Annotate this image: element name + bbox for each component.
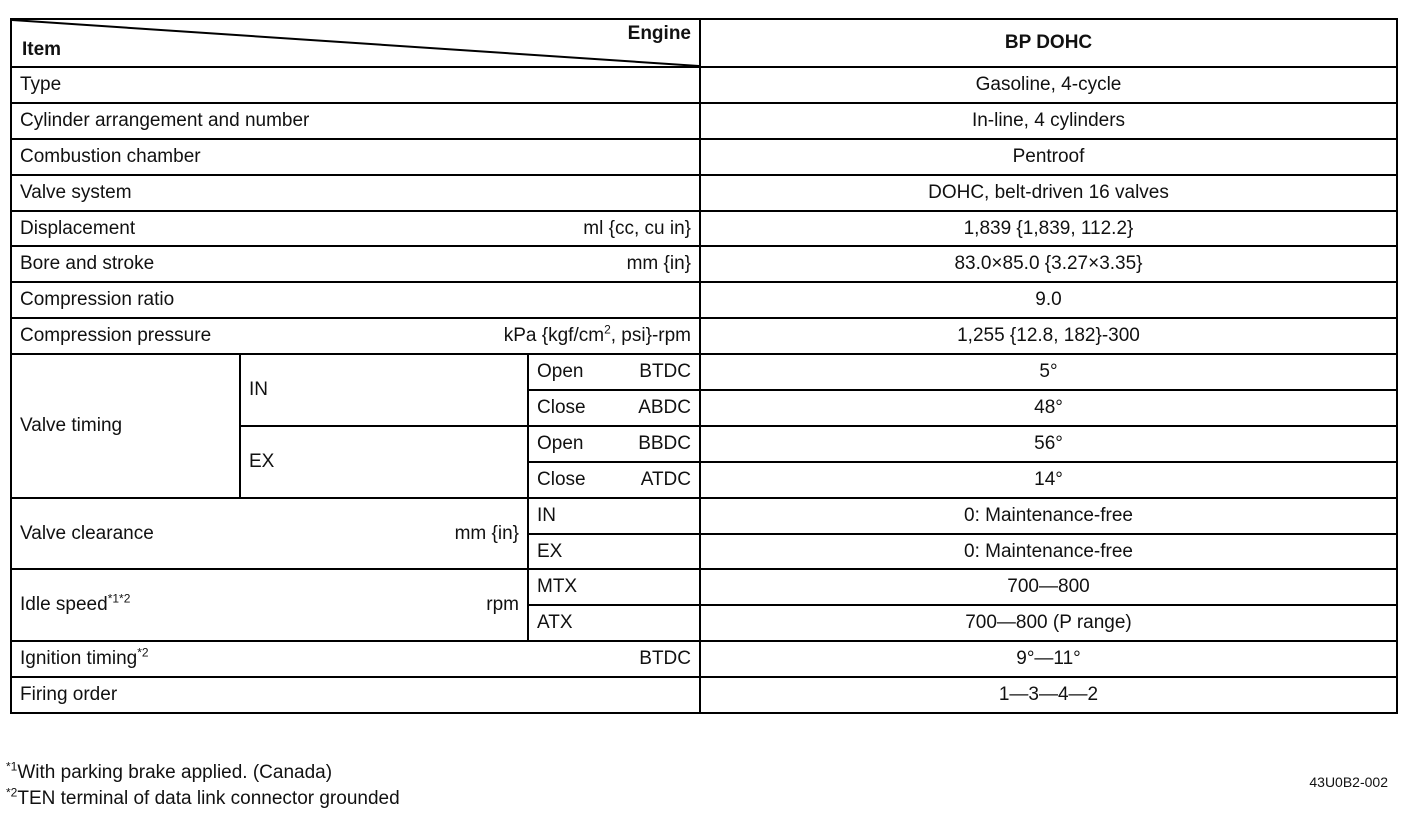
idle-speed-cell [11,569,528,641]
idle-mtx-label: MTX [528,569,700,605]
table-row [11,282,1397,318]
in-open-cell [528,354,700,390]
valve-clearance-unit: mm {in} [454,522,519,544]
clearance-ex-value: 0: Maintenance-free [700,534,1397,570]
ex-close-value: 14° [700,462,1397,498]
valve-clearance-cell [11,498,528,570]
ex-close-ref: ATDC [640,468,691,490]
table-row [11,677,1397,713]
idle-mtx-value: 700—800 [700,569,1397,605]
footnote-2 [6,785,400,810]
footnote-2-text: TEN terminal of data link connector grounded [17,788,400,809]
cylinder-label: Cylinder arrangement and number [11,103,700,139]
in-open-value: 5° [700,354,1397,390]
clearance-in-label: IN [528,498,700,534]
table-row [11,139,1397,175]
compression-pressure-unit-sup: 2 [604,322,611,337]
in-close-value: 48° [700,390,1397,426]
idle-atx-label: ATX [528,605,700,641]
table-row [11,498,1397,534]
displacement-value: 1,839 {1,839, 112.2} [700,211,1397,247]
idle-speed-unit: rpm [486,594,519,616]
footnote-1-mark: *1 [6,759,18,774]
figure-reference: 43U0B2-002 [1309,774,1388,790]
ignition-footnote-mark: *2 [137,645,149,660]
header-corner-cell [11,19,700,67]
footnote-1-text: With parking brake applied. (Canada) [17,762,333,783]
displacement-label: Displacement [20,217,136,239]
compression-ratio-value: 9.0 [700,282,1397,318]
ex-open-value: 56° [700,426,1397,462]
ex-open-event: Open [537,432,584,454]
table-header-row [11,19,1397,67]
ex-open-ref: BBDC [638,432,691,454]
combustion-label: Combustion chamber [11,139,700,175]
table-row [11,175,1397,211]
clearance-ex-label: EX [528,534,700,570]
table-row [11,67,1397,103]
header-engine-value: BP DOHC [700,19,1397,67]
in-close-ref: ABDC [638,396,691,418]
ignition-cell [11,641,700,677]
displacement-cell [11,211,700,247]
bore-unit: mm {in} [626,253,691,275]
footnote-1 [6,759,333,784]
firing-label: Firing order [11,677,700,713]
firing-value: 1—3—4—2 [700,677,1397,713]
valve-timing-in-label: IN [240,354,528,426]
type-label: Type [11,67,700,103]
idle-speed-label-wrap [20,592,131,616]
compression-pressure-cell [11,318,700,354]
engine-spec-table [10,18,1398,714]
header-engine-label: Engine [627,23,691,44]
combustion-value: Pentroof [700,139,1397,175]
ex-close-event: Close [537,468,586,490]
header-diagonal-line [12,20,699,66]
compression-pressure-unit-main: kPa {kgf/cm [503,325,605,347]
bore-label: Bore and stroke [20,253,155,275]
compression-pressure-unit-tail: , psi}-rpm [610,325,691,347]
clearance-in-value: 0: Maintenance-free [700,498,1397,534]
valve-clearance-label: Valve clearance [20,522,154,544]
in-close-event: Close [537,396,586,418]
ignition-unit: BTDC [639,648,691,670]
bore-cell [11,246,700,282]
compression-pressure-unit [503,322,691,347]
idle-speed-label: Idle speed [20,594,108,616]
header-item-label: Item [22,39,62,60]
valve-system-value: DOHC, belt-driven 16 valves [700,175,1397,211]
compression-pressure-value: 1,255 {12.8, 182}-300 [700,318,1397,354]
table-row [11,641,1397,677]
displacement-unit: ml {cc, cu in} [583,217,691,239]
table-row [11,211,1397,247]
table-row [11,103,1397,139]
in-close-cell [528,390,700,426]
idle-atx-value: 700—800 (P range) [700,605,1397,641]
table-row [11,569,1397,605]
in-open-event: Open [537,361,584,383]
type-value: Gasoline, 4-cycle [700,67,1397,103]
ex-open-cell [528,426,700,462]
ignition-label-wrap [20,645,149,670]
valve-timing-ex-label: EX [240,426,528,498]
in-open-ref: BTDC [639,361,691,383]
table-row [11,354,1397,390]
compression-pressure-label: Compression pressure [20,325,212,347]
ignition-label: Ignition timing [20,648,138,670]
footnote-2-mark: *2 [6,785,18,800]
compression-ratio-label: Compression ratio [11,282,700,318]
ex-close-cell [528,462,700,498]
ignition-value: 9°—11° [700,641,1397,677]
valve-timing-label: Valve timing [11,354,240,498]
table-row [11,318,1397,354]
cylinder-value: In-line, 4 cylinders [700,103,1397,139]
valve-system-label: Valve system [11,175,700,211]
table-row [11,246,1397,282]
bore-value: 83.0×85.0 {3.27×3.35} [700,246,1397,282]
idle-speed-footnote-mark: *1*2 [107,592,131,607]
